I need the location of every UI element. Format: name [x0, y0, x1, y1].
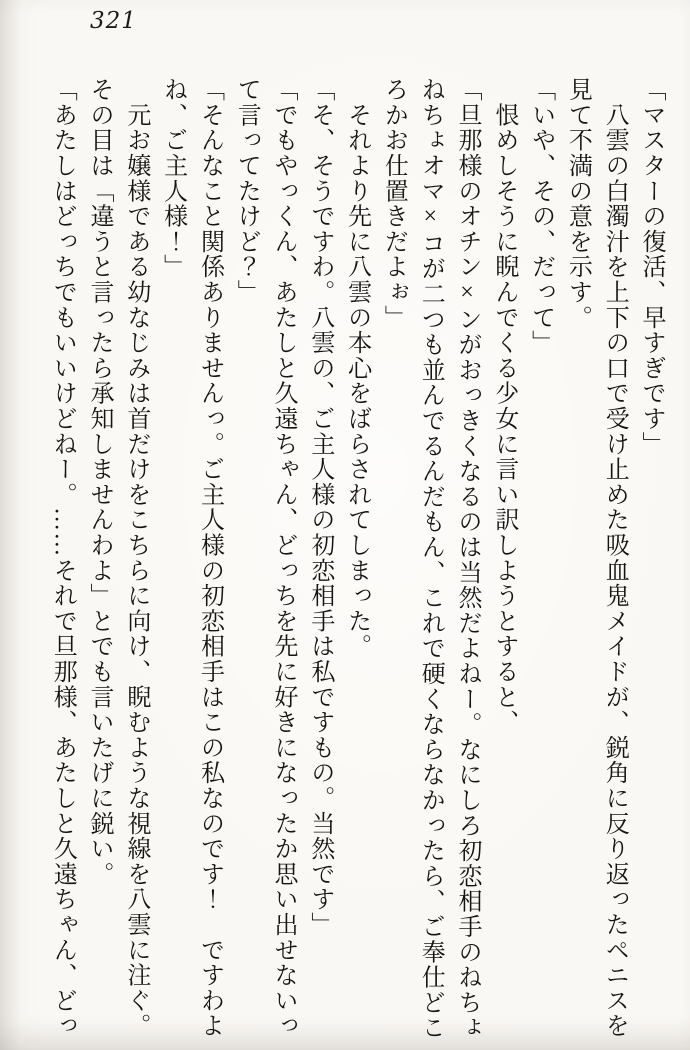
text-column-02: 八雲の白濁汁を上下の口で受け止めた吸血鬼メイドが、鋭角に反り返ったペニスを: [601, 77, 628, 1039]
text-column-11: 「でもやっくん、あたしと久遠ちゃん、どっちを先に好きになったか思い出せないっ: [270, 77, 297, 1039]
text-column-12: て言ってたけど？」: [233, 77, 260, 305]
text-column-09: それより先に八雲の本心をばらされてしまった。: [343, 77, 370, 659]
text-column-08: ろかお仕置きだよぉ」: [380, 77, 407, 330]
text-column-14: ね、ご主人様！」: [159, 77, 186, 280]
text-column-03: 見て不満の意を示す。: [564, 77, 591, 330]
text-column-13: 「そんなこと関係ありませんっ。ご主人様の初恋相手はこの私なのです！ ですわよ: [196, 77, 223, 1039]
text-column-16: その目は「違うと言ったら承知しませんわよ」とでも言いたげに鋭い。: [86, 77, 113, 887]
text-column-07: ねちょオマ×コが二つも並んでるんだもん、これで硬くならなかったら、ご奉仕どこ: [417, 77, 444, 1041]
text-column-01: 「マスターの復活、早すぎです」: [638, 77, 664, 457]
text-column-17: 「あたしはどっちでもいいけどねー。……それで旦那様、あたしと久遠ちゃん、どっ: [49, 77, 76, 1039]
text-column-04: 「いや、その、だって」: [527, 77, 554, 356]
text-column-05: 恨めしそうに睨んでくる少女に言い訳しようとすると、: [490, 77, 517, 735]
text-block: [41, 77, 669, 1040]
text-column-06: 「旦那様のオチン×ンがおっきくなるのは当然だよねー。なにしろ初恋相手のねちょ: [454, 77, 481, 1041]
text-column-10: 「そ、そうですわ。八雲の、ご主人様の初恋相手は私ですもの。当然です」: [306, 77, 333, 938]
text-column-15: 元お嬢様である幼なじみは首だけをこちらに向け、睨むような視線を八雲に注ぐ。: [122, 77, 149, 1039]
page-number: 321: [90, 8, 137, 34]
